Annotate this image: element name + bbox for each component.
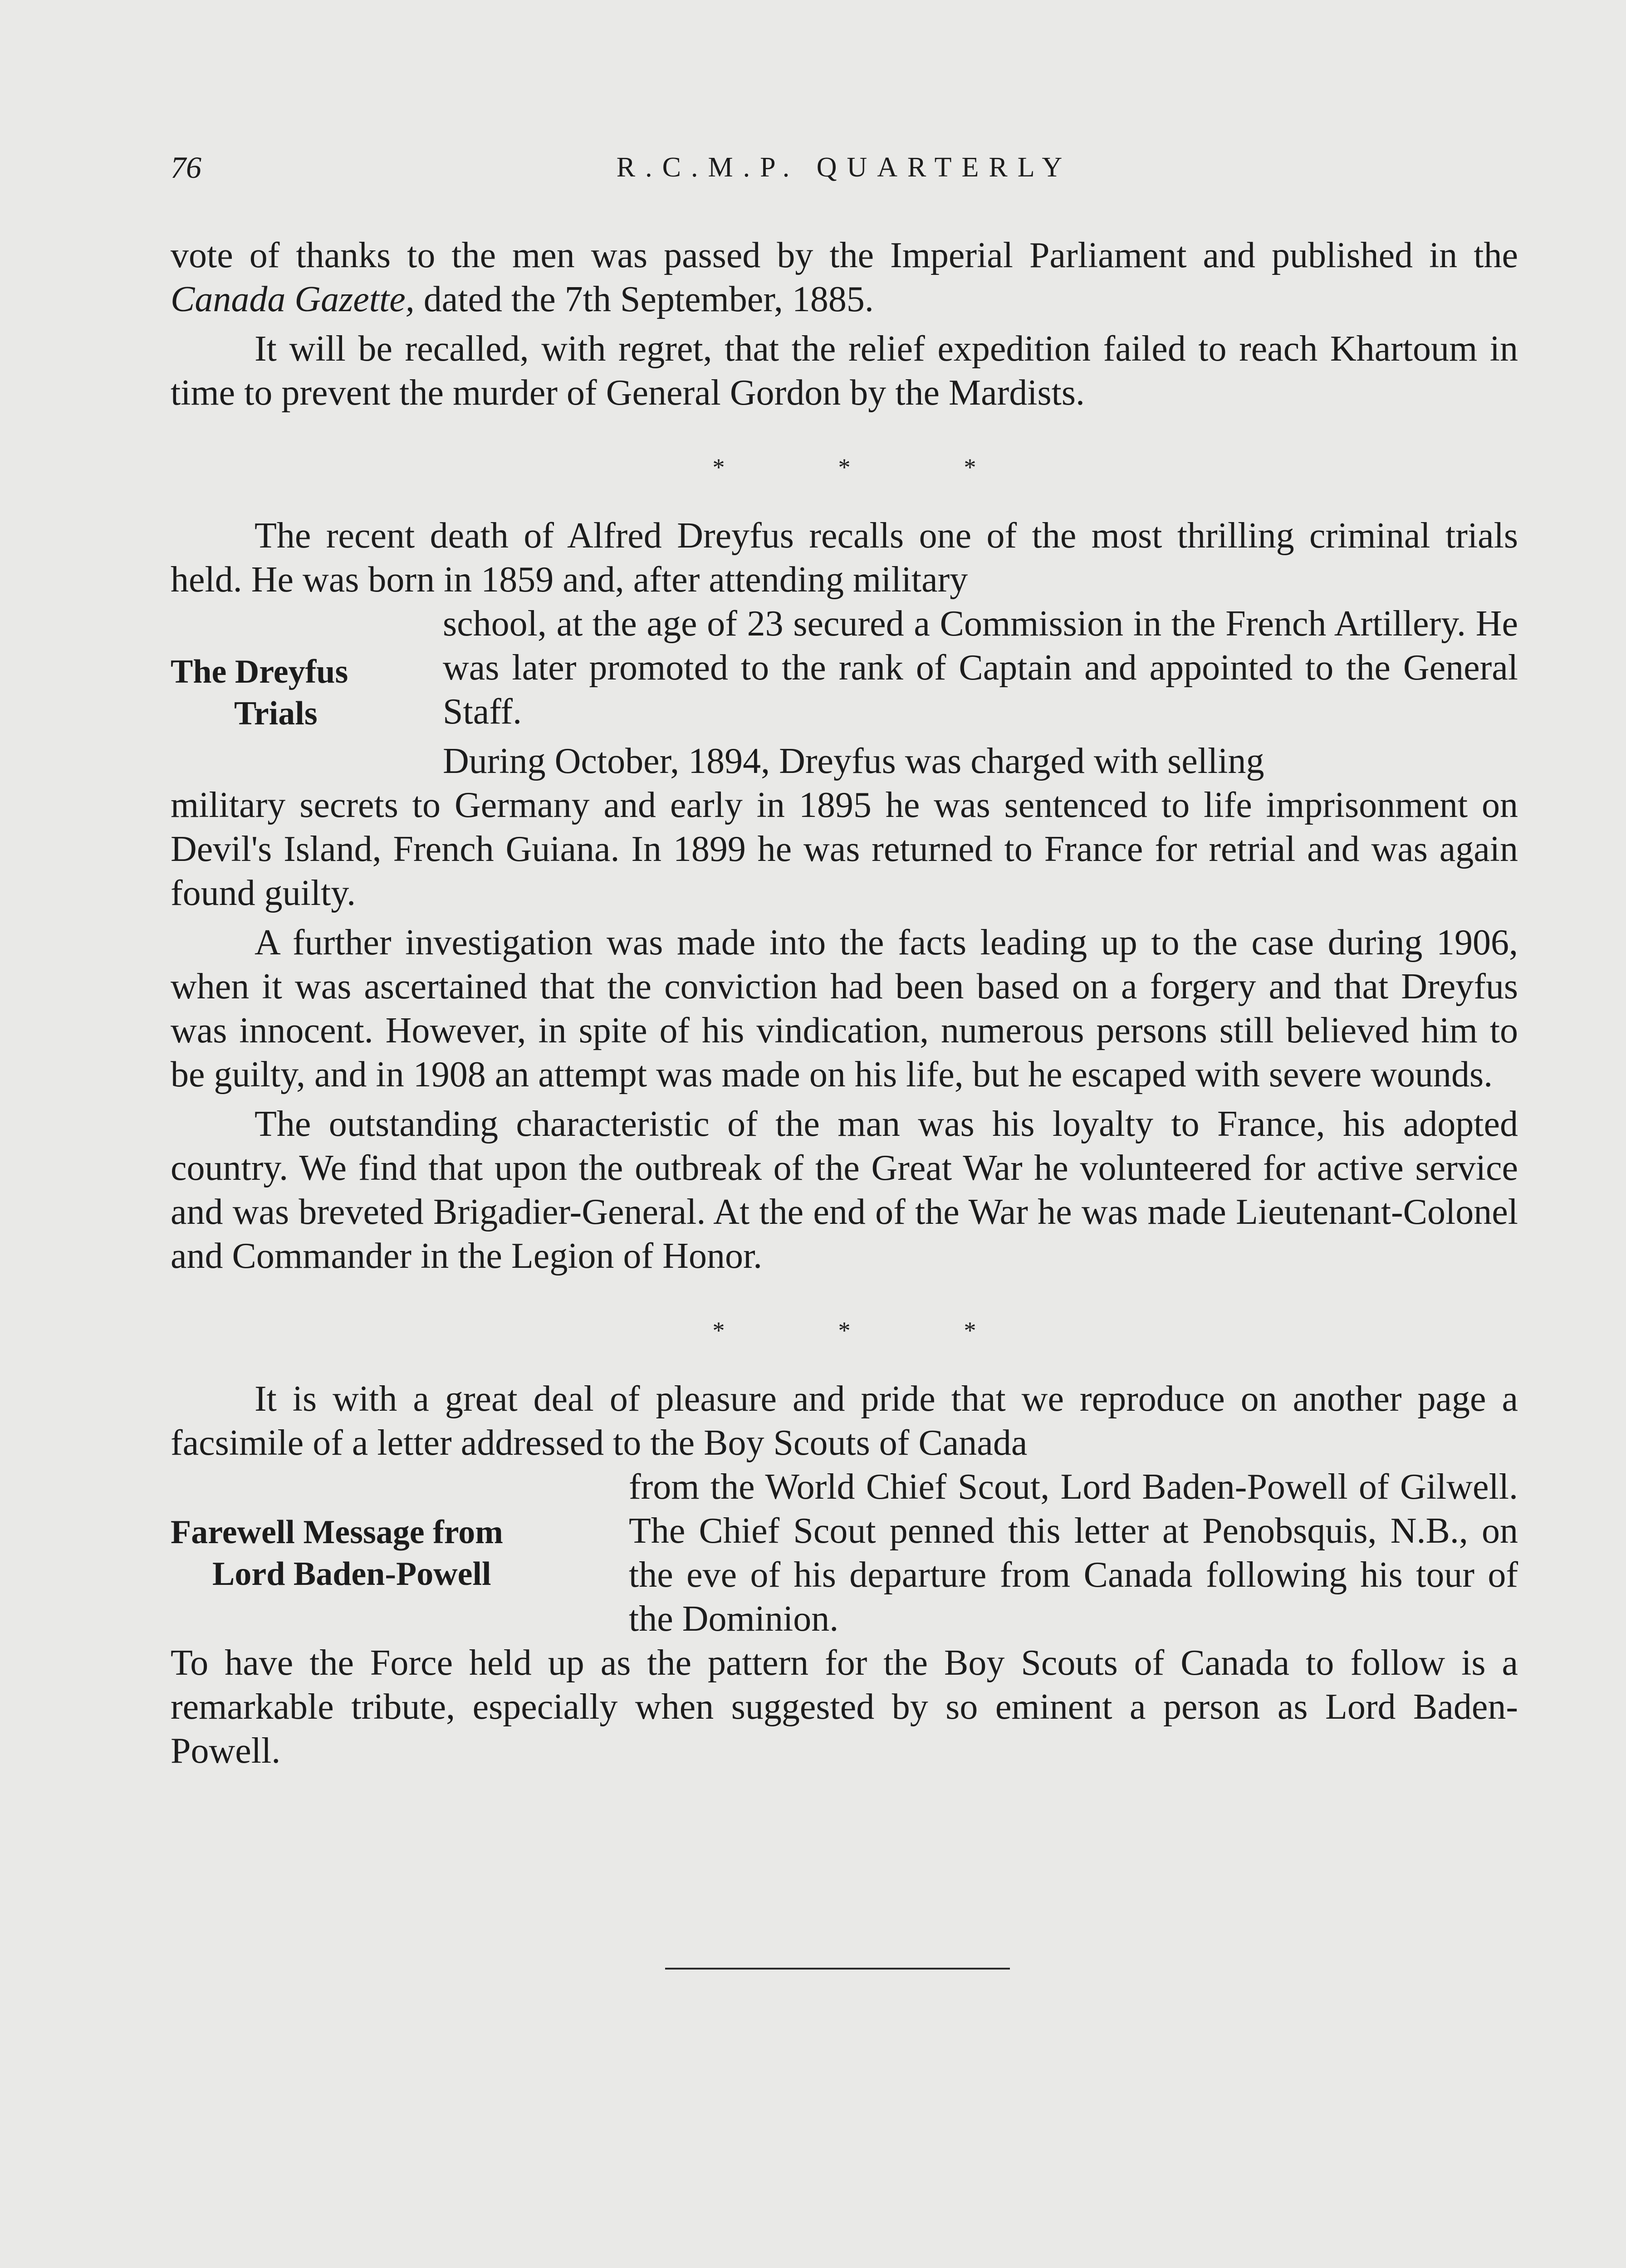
asterisk: * [838, 453, 851, 481]
sidehead-block [171, 602, 1518, 783]
page-header [171, 150, 1518, 200]
article-body [171, 234, 1518, 1779]
paragraph-continuation: school, at the age of 23 secured a Commission in the French Artillery. He was later promoted to the rank of Captain and appointed to the General Staff. During October, 1894, Dreyfus was charged with selling [443, 604, 1518, 781]
section-separator [171, 420, 1518, 514]
asterisk: * [964, 453, 976, 481]
paragraph: A further investigation was made into the facts leading up to the case during 1906, when it was ascertained that the conviction had been based on a forgery and that Dreyfus was innocent. However, in spite of his vindication, numerous persons still believed him to be guilty, and in 1908 an attempt was made on his life, but he escaped with severe wounds. [171, 923, 1518, 1095]
paragraph: vote of thanks to the men was passed by the Imperial Parliament and published in the Canada Gazette, dated the 7th September, 1885. [171, 235, 1518, 319]
page-number: 76 [171, 150, 201, 185]
publication-title: Canada Gazette, [171, 279, 415, 319]
asterisk: * [964, 1316, 976, 1344]
asterisk: * [712, 453, 725, 481]
paragraph-continuation: from the World Chief Scout, Lord Baden-Powell of Gilwell. The Chief Scout penned this letter at Penobsquis, N.B., on the eve of his departure from Canada following his tour of the Dominion. [629, 1467, 1518, 1639]
paragraph: It is with a great deal of pleasure and pride that we reproduce on another page a facsimile of a letter addressed to the Boy Scouts of Canada [171, 1379, 1518, 1463]
section-separator [171, 1284, 1518, 1377]
asterisk: * [838, 1316, 851, 1344]
sidehead-block [171, 1465, 1518, 1641]
running-head: R.C.M.P. QUARTERLY [616, 152, 1073, 183]
asterisk: * [712, 1316, 725, 1344]
paragraph: To have the Force held up as the pattern for the Boy Scouts of Canada to follow is a remarkable tribute, especially when suggested by so eminent a person as Lord Baden-Powell. [171, 1643, 1518, 1771]
paragraph: The recent death of Alfred Dreyfus recalls one of the most thrilling criminal trials held. He was born in 1859 and, after attending military [171, 516, 1518, 600]
paragraph: It will be recalled, with regret, that the relief expedition failed to reach Khartoum in time to prevent the murder of General Gordon by the Mardists. [171, 329, 1518, 413]
sidehead-dreyfus-trials: The Dreyfus Trials [171, 653, 348, 732]
sidehead-farewell-message: Farewell Message from Lord Baden-Powell [171, 1514, 503, 1593]
paragraph: military secrets to Germany and early in 1895 he was sentenced to life imprisonment on Devil's Island, French Guiana. In 1899 he was returned to France for retrial and was again found guilty. [171, 785, 1518, 913]
paragraph: The outstanding characteristic of the man was his loyalty to France, his adopted country. We find that upon the outbreak of the Great War he volunteered for active service and was breveted Brigadier-General. At the end of the War he was made Lieutenant-Colonel and Commander in the Legion of Honor. [171, 1104, 1518, 1276]
end-rule [665, 1968, 1010, 1970]
